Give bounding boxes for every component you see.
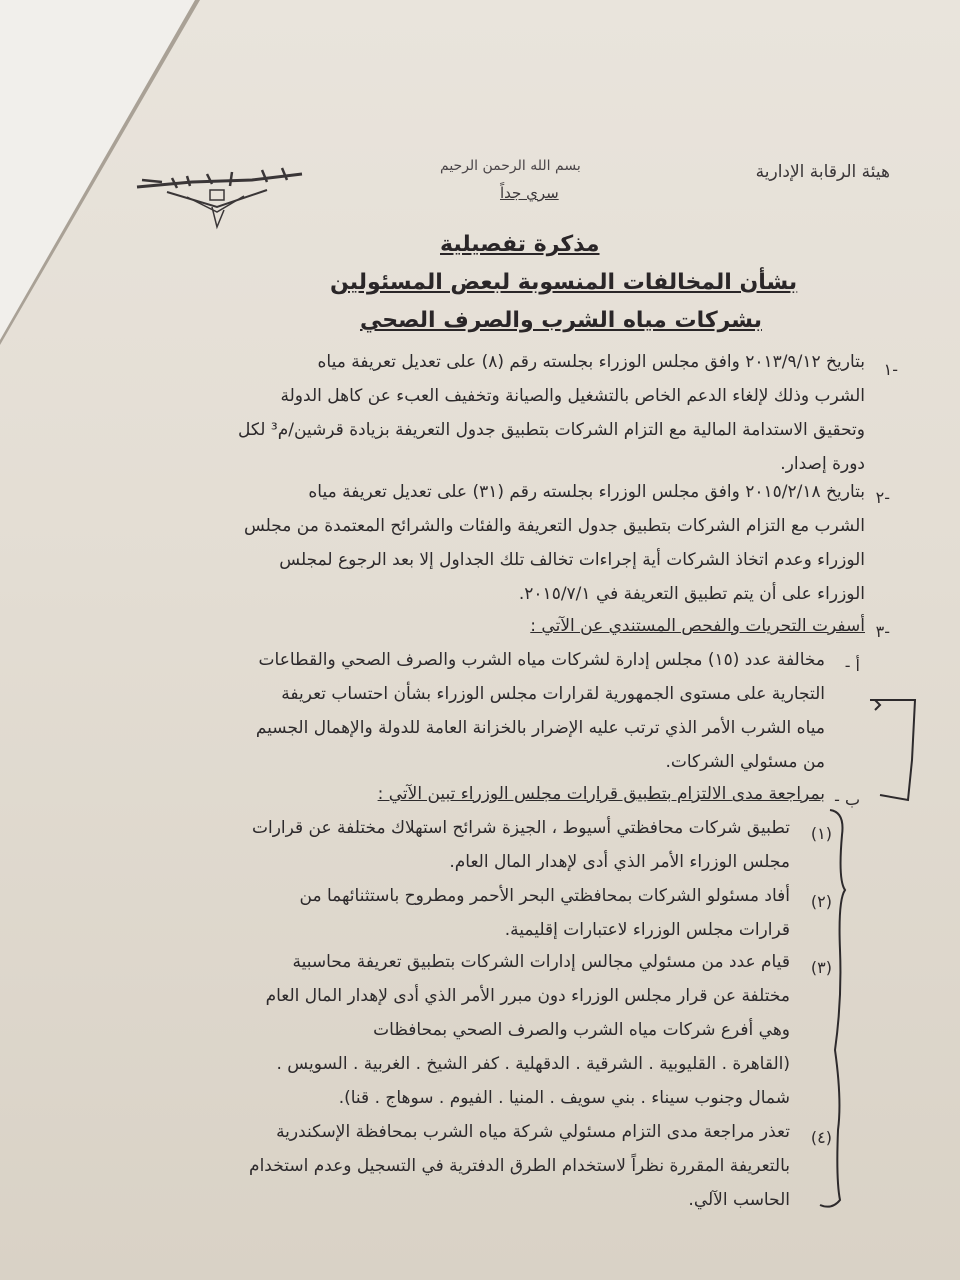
point-text-line: مختلفة عن قرار مجلس الوزراء دون مبرر الأمر الذي أدى لإهدار المال العام bbox=[265, 986, 790, 1006]
point-text-line: تعذر مراجعة مدى التزام مسئولي شركة مياه الشرب بمحافظة الإسكندرية bbox=[276, 1122, 790, 1142]
item-number: -٢ bbox=[875, 488, 890, 507]
point-text-line: شمال وجنوب سيناء . بني سويف . المنيا . الفيوم . سوهاج . قنا). bbox=[338, 1088, 790, 1108]
item-text-line: الشرب وذلك لإلغاء الدعم الخاص بالتشغيل والصيانة وتخفيف العبء عن كاهل الدولة bbox=[280, 386, 865, 406]
memo-title: مذكرة تفصيلية bbox=[440, 232, 600, 257]
point-text-line: تطبيق شركات محافظتي أسيوط ، الجيزة شرائح استهلاك مختلفة عن قرارات bbox=[251, 818, 790, 838]
point-text-line: الحاسب الآلي. bbox=[688, 1190, 790, 1210]
item-text-line: أسفرت التحريات والفحص المستندي عن الآتي : bbox=[530, 616, 865, 636]
subitem-letter: ب - bbox=[834, 790, 860, 809]
point-text-line: قيام عدد من مسئولي مجالس إدارات الشركات بتطبيق تعريفة محاسبية bbox=[292, 952, 790, 972]
subitem-text-line: مياه الشرب الأمر الذي ترتب عليه الإضرار بالخزانة العامة للدولة والإهمال الجسيم bbox=[255, 718, 825, 738]
subitem-text-line: مخالفة عدد (١٥) مجلس إدارة لشركات مياه الشرب والصرف الصحي والقطاعات bbox=[258, 650, 825, 670]
item-text-line: وتحقيق الاستدامة المالية مع التزام الشركات بتطبيق جدول التعريفة بزيادة قرشين/م³ لكل bbox=[238, 420, 865, 440]
subitem-text-line: التجارية على مستوى الجمهورية لقرارات مجلس الوزراء بشأن احتساب تعريفة bbox=[281, 684, 825, 704]
point-number: (٤) bbox=[810, 1128, 832, 1147]
point-text-line: قرارات مجلس الوزراء لاعتبارات إقليمية. bbox=[504, 920, 790, 940]
point-number: (١) bbox=[810, 824, 832, 843]
point-text-line: أفاد مسئولو الشركات بمحافظتي البحر الأحمر ومطروح باستثنائهما من bbox=[299, 886, 790, 906]
emblem-logo bbox=[132, 152, 307, 232]
item-text-line: الوزراء وعدم اتخاذ الشركات أية إجراءات تخالف تلك الجداول إلا بعد الرجوع لمجلس bbox=[279, 550, 865, 570]
subitem-letter: أ - bbox=[844, 656, 860, 675]
item-number: -٣ bbox=[875, 622, 890, 641]
memo-subject-line-1: بشأن المخالفات المنسوبة لبعض المسئولين bbox=[330, 270, 798, 295]
point-text-line: مجلس الوزراء الأمر الذي أدى لإهدار المال العام. bbox=[449, 852, 790, 872]
memo-subject-line-2: بشركات مياه الشرب والصرف الصحي bbox=[360, 308, 762, 333]
item-number: -١ bbox=[883, 360, 898, 379]
point-number: (٣) bbox=[810, 958, 832, 977]
point-text-line: بالتعريفة المقررة نظراً لاستخدام الطرق الدفترية في التسجيل وعدم استخدام bbox=[249, 1156, 790, 1176]
point-text-line: وهي أفرع شركات مياه الشرب والصرف الصحي بمحافظات bbox=[373, 1020, 790, 1040]
basmala: بسم الله الرحمن الرحيم bbox=[440, 158, 581, 174]
subitem-text-line: بمراجعة مدى الالتزام بتطبيق قرارات مجلس الوزراء تبين الآتي : bbox=[377, 784, 825, 804]
point-text-line: (القاهرة . القليوبية . الشرقية . الدقهلية . كفر الشيخ . الغربية . السويس . bbox=[276, 1054, 790, 1074]
point-number: (٢) bbox=[810, 892, 832, 911]
item-text-line: الشرب مع التزام الشركات بتطبيق جدول التعريفة والفئات والشرائح المعتمدة من مجلس bbox=[244, 516, 865, 536]
item-text-line: الوزراء على أن يتم تطبيق التعريفة في ٢٠١٥/٧/١. bbox=[518, 584, 865, 604]
item-text-line: بتاريخ ٢٠١٣/٩/١٢ وافق مجلس الوزراء بجلسته رقم (٨) على تعديل تعريفة مياه bbox=[317, 352, 865, 372]
subitem-text-line: من مسئولي الشركات. bbox=[665, 752, 825, 772]
classification-label: سري جداً bbox=[500, 184, 559, 202]
issuing-authority: هيئة الرقابة الإدارية bbox=[755, 162, 890, 182]
item-text-line: دورة إصدار. bbox=[780, 454, 865, 474]
item-text-line: بتاريخ ٢٠١٥/٢/١٨ وافق مجلس الوزراء بجلسته رقم (٣١) على تعديل تعريفة مياه bbox=[308, 482, 865, 502]
